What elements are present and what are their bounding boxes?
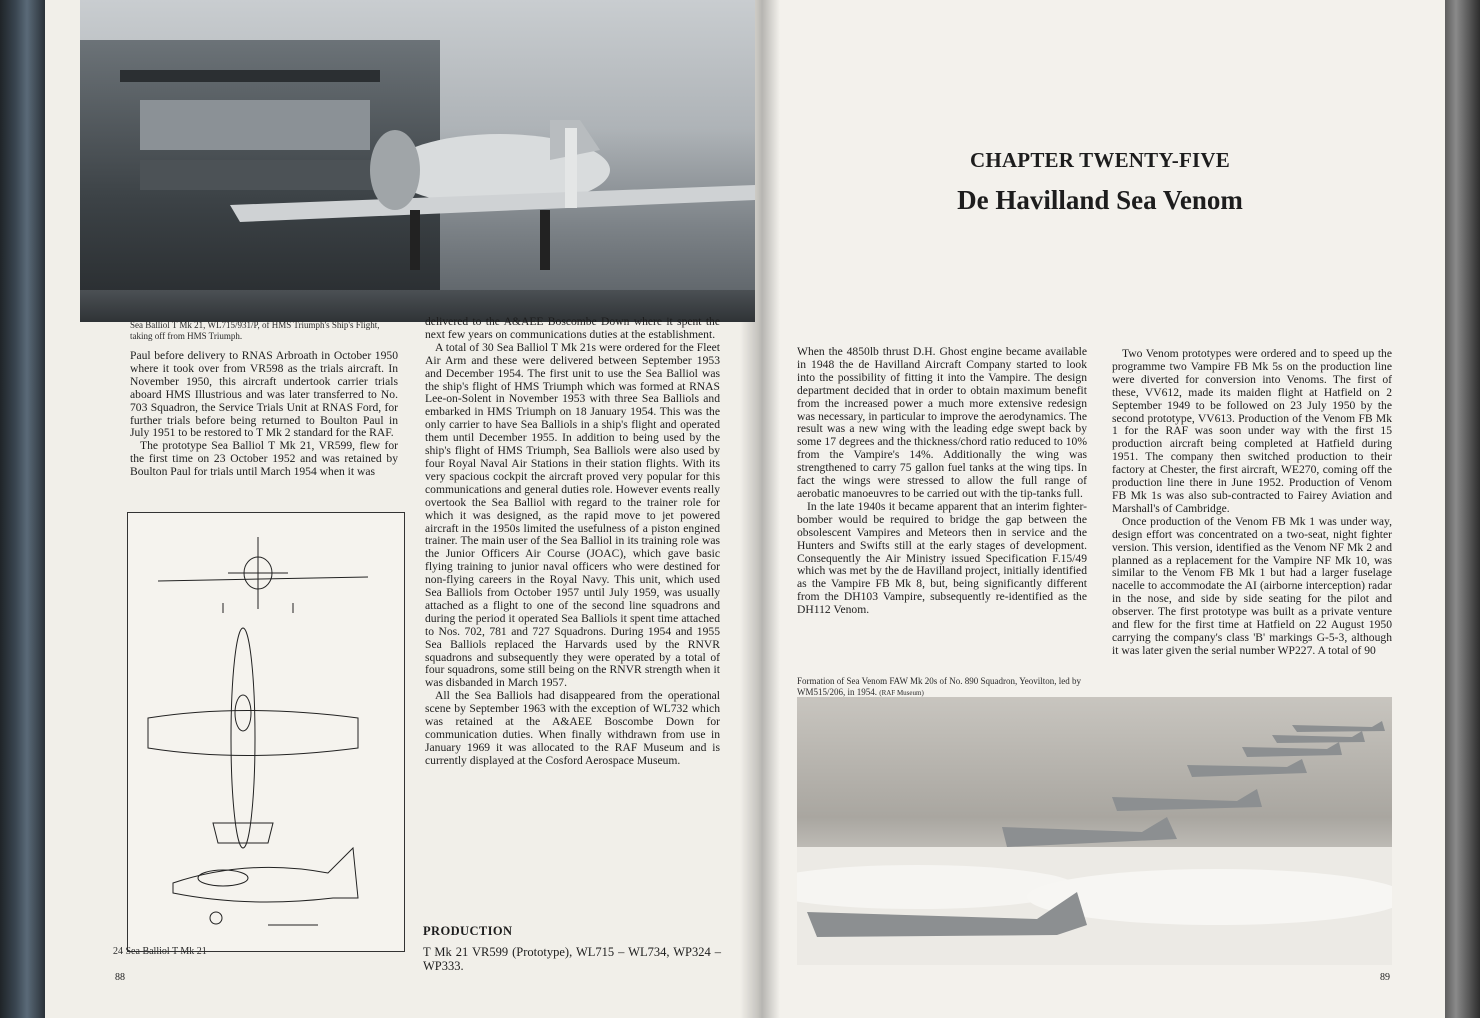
- paragraph: In the late 1940s it became apparent that an interim fighter-bomber would be required to bridge the gap between the obsolescent Vampires and Meteors then in service and the Hunters and Swifts still at the early stages of development. Consequently the Air Ministry issued Specification F.15/49 which was met by the de Havilland project, initially identified as the Vampire FB Mk 8, but, being significantly different from the DH103 Vampire, subsequently re-identified as the DH112 Venom.: [797, 499, 1087, 617]
- left-column-2: [425, 316, 720, 768]
- chapter-label: CHAPTER TWENTY-FIVE: [970, 148, 1230, 172]
- right-column-1: [797, 346, 1087, 617]
- production-text: T Mk 21 VR599 (Prototype), WL715 – WL734, WP324 – WP333.: [423, 945, 721, 973]
- production-heading: PRODUCTION: [423, 924, 513, 938]
- paragraph: Paul before delivery to RNAS Arbroath in October 1950 where it took over from VR598 as the trials aircraft. In November 1950, this aircraft undertook carrier trials aboard HMS Illustrious and was later transferred to No. 703 Squadron, the Service Trials Unit at RNAS Ford, for further trials before being returned to Boulton Paul in July 1951 to be restored to T Mk 2 standard for the RAF.: [130, 349, 398, 440]
- paragraph: The prototype Sea Balliol T Mk 21, VR599, flew for the first time on 23 October 1952 and was retained by Boulton Paul for trials until March 1954 when it was: [130, 439, 398, 479]
- right-column-2: [1112, 348, 1392, 658]
- venom-photo-credit: (RAF Museum): [879, 688, 924, 697]
- chapter-title: De Havilland Sea Venom: [957, 185, 1243, 215]
- paragraph: A total of 30 Sea Balliol T Mk 21s were ordered for the Fleet Air Arm and these were delivered between September 1953 and December 1954. The first unit to use the Sea Balliol was the ship's flight of HMS Triumph which was formed at RNAS Lee-on-Solent in November 1953 with three Sea Balliols and embarked in HMS Triumph on 18 January 1954. This was the only carrier to have Sea Balliols in a ship's flight and operated them until December 1955. In addition to being used by the ship's flight of HMS Triumph, Sea Balliols were also used by four Royal Naval Air Stations in their station flights. With its very spacious cockpit the aircraft proved very popular for this communications and general duties role. However events really overtook the Sea Balliol with regard to the trainer role for which it was designed, as the rapid move to jet powered aircraft in the 1950s limited the usefulness of a piston engined trainer. The main user of the Sea Balliol in its training role was the Junior Officers Air Course (JOAC), which gave basic flying training to junior naval officers who were destined for non-flying careers in the Royal Navy. This unit, which used Sea Balliols from October 1957 until July 1959, was usually attached as a flight to one of the second line squadrons and during the period it operated Sea Balliols it spent time attached to Nos. 702, 781 and 727 Squadrons. During 1954 and 1955 Sea Balliols replaced the Harvards used by the RNVR squadrons and subsequently they were operated by a total of four squadrons, some still being on the RNVR strength when it was disbanded in March 1957.: [425, 340, 720, 690]
- left-column-1: [130, 350, 398, 479]
- chapter-heading: [900, 148, 1300, 216]
- drawing-caption: 24 Sea Balliol T Mk 21: [113, 946, 207, 957]
- venom-caption-text: Formation of Sea Venom FAW Mk 20s of No. 890 Squadron, Yeovilton, led by WM515/206, in 1954.: [797, 676, 1082, 697]
- venom-photo-caption: [797, 676, 1087, 698]
- sea-balliol-carrier-photo: [80, 0, 755, 322]
- page-number-right: 89: [1380, 972, 1390, 983]
- page-number-left: 88: [115, 972, 125, 983]
- paragraph: Once production of the Venom FB Mk 1 was under way, design effort was concentrated on a two-seat, night fighter version. This version, identified as the Venom NF Mk 2 and planned as a replacement for the Vampire NF Mk 10, was similar to the Venom FB Mk 1 but had a larger fuselage nacelle to accommodate the AI (airborne interception) radar in the nose, and side by side seating for the pilot and observer. The first prototype was built as a private venture and flew for the first time at Hatfield on 22 August 1950 carrying the company's class 'B' markings G-5-3, although it was later given the serial number WP227. A total of 90: [1112, 514, 1392, 657]
- sea-venom-formation: [797, 697, 1392, 965]
- balliol-photo-caption: Sea Balliol T Mk 21, WL715/931/P, of HMS Triumph's Ship's Flight, taking off from HMS Triumph.: [130, 320, 380, 341]
- paragraph: Two Venom prototypes were ordered and to speed up the programme two Vampire FB Mk 5s on the production line were diverted for conversion into Venoms. The first of these, VV612, made its maiden flight at Hatfield on 2 September 1949 to be followed on 23 July 1950 by the second prototype, VV613. Production of the Venom FB Mk 1 for the RAF was soon under way with the first 15 production aircraft being completed at Hatfield during 1951. The company then switched production to their factory at Chester, the first aircraft, WE270, coming off the production line there in June 1952. Production of Venom FB Mk 1s was also sub-contracted to Fairey Aviation and Marshall's of Cambridge.: [1112, 347, 1392, 515]
- book-edge-right: [1440, 0, 1480, 1018]
- paragraph: delivered to the A&AEE Boscombe Down where it spent the next few years on communications duties at the establishment.: [425, 315, 720, 341]
- sea-balliol-aircraft-shape: [80, 0, 755, 322]
- sea-venom-formation-photo: [797, 697, 1392, 965]
- three-view-drawing: [127, 512, 405, 952]
- book-edge-left: [0, 0, 45, 1018]
- paragraph: All the Sea Balliols had disappeared from the operational scene by September 1963 with the exception of WL732 which was retained at the A&AEE Boscombe Down for communication duties. When finally withdrawn from use in January 1969 it was allocated to the RAF Museum and is currently displayed at the Cosford Aerospace Museum.: [425, 689, 720, 767]
- sea-balliol-three-view: [128, 513, 404, 951]
- paragraph: When the 4850lb thrust D.H. Ghost engine became available in 1948 the de Havilland Aircraft Company started to look into the possibility of fitting it into the Vampire. The design department decided that in order to obtain maximum benefit from the increased power a much more extensive redesign was necessary, in particular to improve the aerodynamics. The result was a new wing with the leading edge swept back by some 17 degrees and the thickness/chord ratio reduced to 10% from the Vampire's 14%. Additionally the wing was strengthened to carry 75 gallon fuel tanks at the wing tips. In fact the wings were stressed to allow the full range of aerobatic manoeuvres to be carried out with the tip-tanks full.: [797, 345, 1087, 500]
